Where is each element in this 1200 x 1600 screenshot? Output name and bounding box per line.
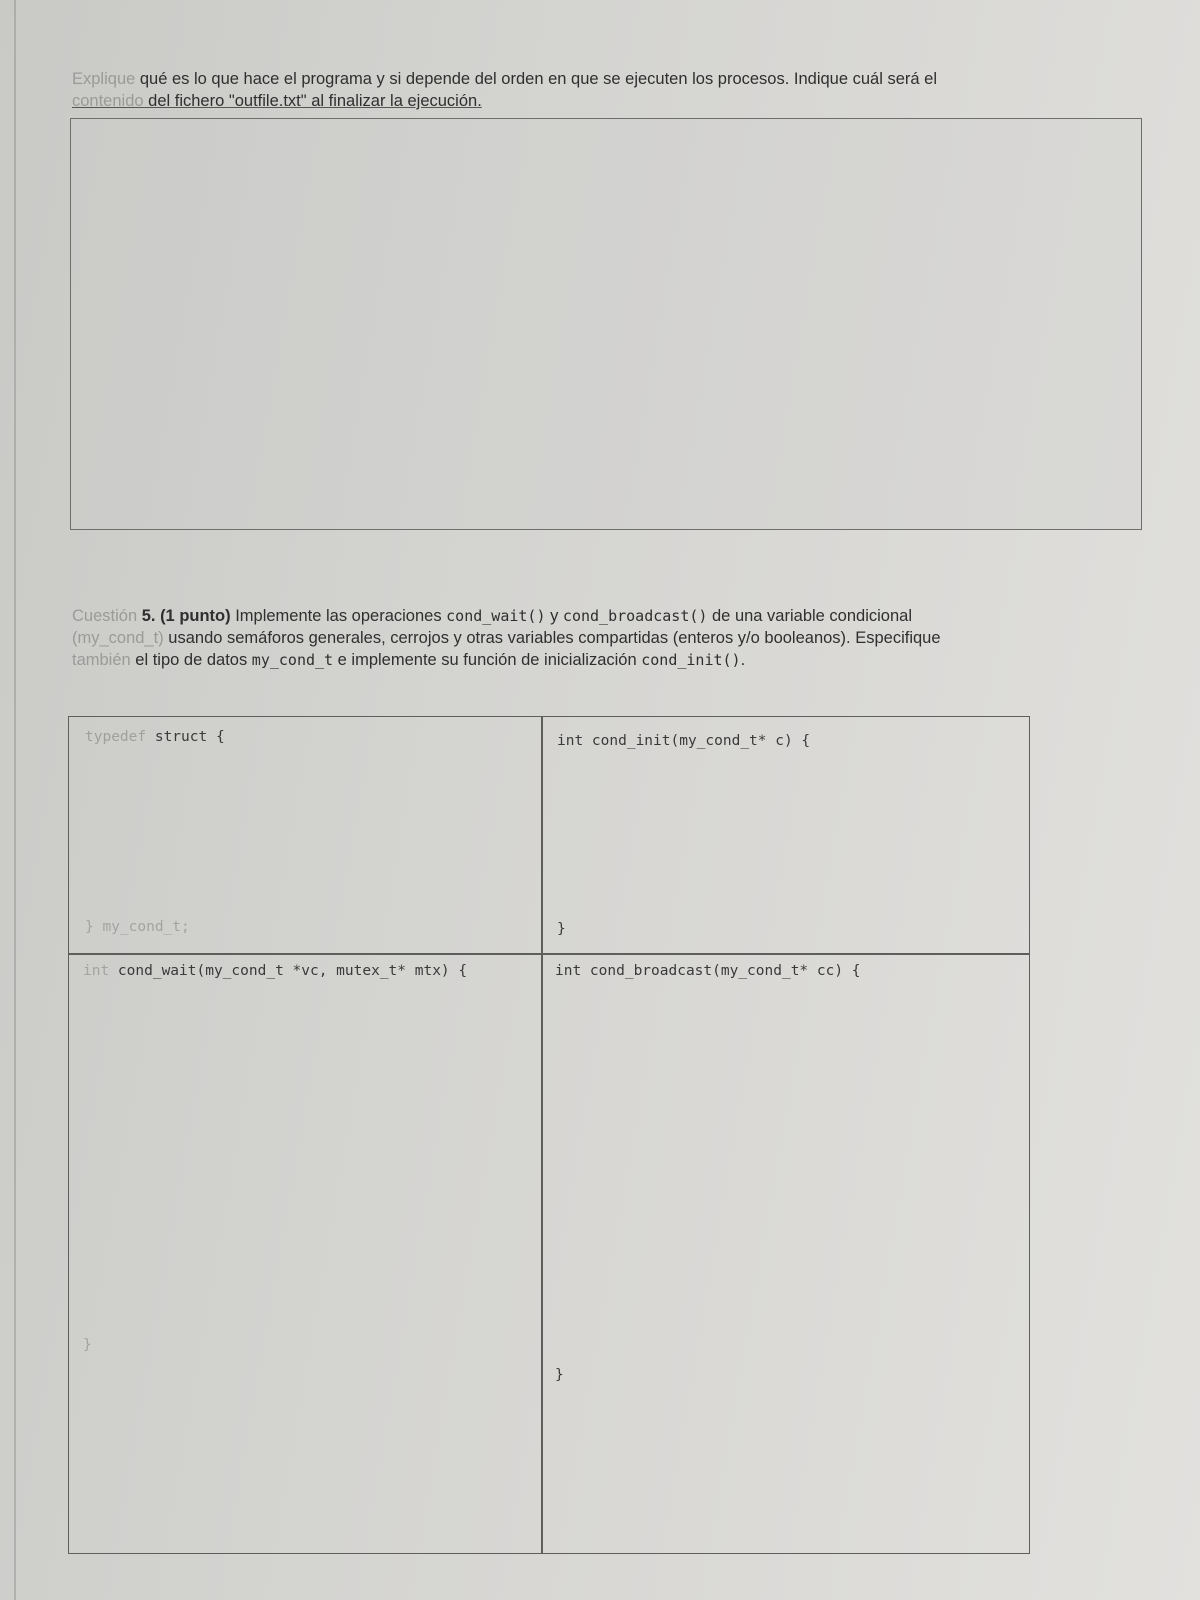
grid-vertical-divider	[541, 717, 543, 1553]
question5-line3-text1: el tipo de datos	[130, 651, 252, 669]
question5-line3-faded: también	[72, 651, 131, 669]
question4-line2	[72, 90, 1182, 112]
cond-wait-signature-line: int cond_wait(my_cond_t *vc, mutex_t* mtx) {	[83, 963, 468, 979]
question4-faded-word-2: contenido	[72, 92, 144, 110]
question5-code-cond-broadcast: cond_broadcast()	[562, 607, 708, 625]
grid-horizontal-divider	[69, 953, 1029, 955]
question5-line1	[72, 605, 1182, 627]
cond-init-close: }	[557, 921, 566, 937]
question5-label-faded: Cuestión	[72, 607, 138, 625]
question5-code-my-cond-t: my_cond_t	[251, 651, 334, 669]
question5-number: 5.	[137, 607, 161, 625]
typedef-open-line[interactable]: typedef struct {	[85, 729, 225, 745]
question5-code-cond-wait: cond_wait()	[446, 607, 546, 625]
question5-points: (1 punto)	[160, 607, 231, 625]
question5-line3-text3: .	[740, 651, 746, 669]
cond-wait-signature-rest: cond_wait(my_cond_t *vc, mutex_t* mtx) {	[109, 963, 468, 979]
question5-line3-text2: e implemente su función de inicialización	[333, 651, 642, 669]
question4-faded-word: Explique	[72, 70, 136, 88]
question5-line2	[72, 627, 1182, 649]
cond-wait-close: }	[83, 1337, 92, 1353]
question5-answer-grid	[68, 716, 1030, 1554]
cond-init-signature: int cond_init(my_cond_t* c) {	[557, 733, 811, 749]
typedef-close-line: } my_cond_t;	[85, 919, 190, 935]
question5-line1-text3: de una variable condicional	[707, 607, 912, 625]
question5-code-cond-init: cond_init()	[641, 651, 741, 669]
typedef-open-rest: struct {	[146, 729, 225, 745]
cond-broadcast-close: }	[555, 1367, 564, 1383]
question4-line2-text: del fichero "outfile.txt" al finalizar la ejecución.	[143, 92, 482, 110]
cond-broadcast-signature: int cond_broadcast(my_cond_t* cc) {	[555, 963, 861, 979]
question4-line1	[72, 68, 1182, 90]
question5-line2-faded: (my_cond_t)	[72, 629, 164, 647]
question5-line3	[72, 649, 1182, 671]
question4-instruction	[72, 68, 1182, 112]
question4-answer-box[interactable]	[70, 118, 1142, 530]
page-edge-shadow	[14, 0, 16, 1600]
question5-line1-text2: y	[545, 607, 563, 625]
question5-statement	[72, 605, 1182, 671]
question4-line1-text: qué es lo que hace el programa y si depende del orden en que se ejecuten los procesos. Indique cuál será el	[135, 70, 937, 88]
question5-line2-text: usando semáforos generales, cerrojos y otras variables compartidas (enteros y/o booleanos). Especifique	[163, 629, 941, 647]
question5-line1-text1: Implemente las operaciones	[230, 607, 447, 625]
